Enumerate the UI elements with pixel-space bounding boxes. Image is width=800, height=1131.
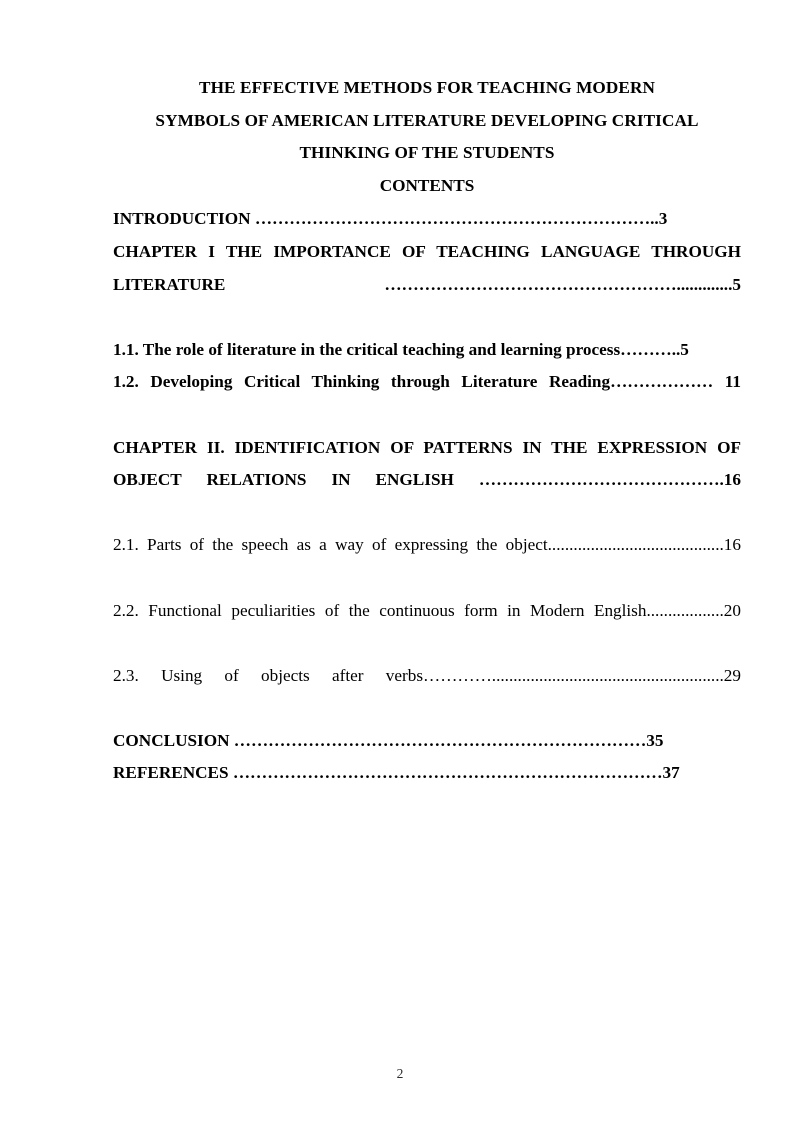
page-number: 2 xyxy=(396,1066,404,1081)
toc-entry-section-2-3[interactable]: 2.3. Using of objects after verbs…………......................................................29 xyxy=(113,665,741,685)
document-title-line-1: THE EFFECTIVE METHODS FOR TEACHING MODERN xyxy=(199,78,655,97)
document-title-line-3: THINKING OF THE STUDENTS xyxy=(299,143,555,163)
toc-entry-introduction[interactable]: INTRODUCTION ……………………………………………………………..3 xyxy=(113,209,668,229)
toc-entry-section-1-1[interactable]: 1.1. The role of literature in the critical teaching and learning process………..5 xyxy=(113,339,689,359)
table-of-contents xyxy=(113,203,741,790)
contents-heading: CONTENTS xyxy=(379,175,475,195)
toc-entry-references[interactable]: REFERENCES …………………………………………………………………37 xyxy=(113,763,680,783)
toc-entry-section-2-2[interactable]: 2.2. Functional peculiarities of the continuous form in Modern English..................20 xyxy=(113,600,741,620)
toc-entry-section-1-2[interactable]: 1.2. Developing Critical Thinking through Literature Reading……………… 11 xyxy=(113,372,741,392)
toc-entry-conclusion[interactable]: CONCLUSION ………………………………………………………………35 xyxy=(113,730,664,750)
toc-entry-chapter-1[interactable]: CHAPTER I THE IMPORTANCE OF TEACHING LANGUAGE THROUGH LITERATURE …………………………………………….............5 xyxy=(113,241,741,294)
toc-entry-chapter-2[interactable]: CHAPTER II. IDENTIFICATION OF PATTERNS IN THE EXPRESSION OF OBJECT RELATIONS IN ENGLISH …………………………………….16 xyxy=(113,437,741,490)
page-content xyxy=(113,72,741,790)
toc-entry-section-2-1[interactable]: 2.1. Parts of the speech as a way of expressing the object.........................................16 xyxy=(113,535,741,555)
document-title-line-2: SYMBOLS OF AMERICAN LITERATURE DEVELOPING CRITICAL xyxy=(155,110,699,130)
